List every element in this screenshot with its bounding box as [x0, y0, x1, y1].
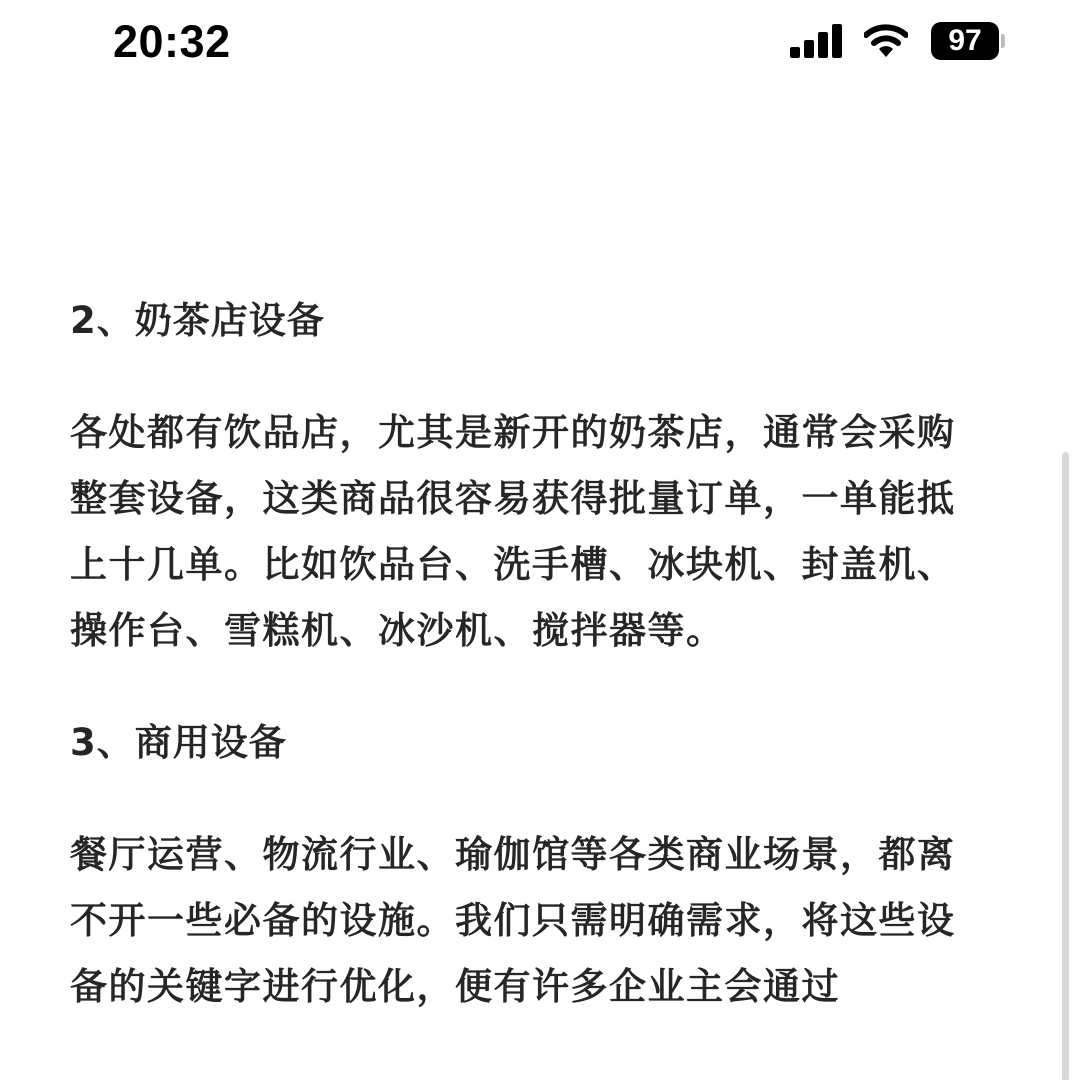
section-paragraph-2: 各处都有饮品店，尤其是新开的奶茶店，通常会采购整套设备，这类商品很容易获得批量订单，一单能抵上十几单。比如饮品台、洗手槽、冰块机、封盖机、操作台、雪糕机、冰沙机、搅拌器等。 — [70, 411, 956, 652]
battery-level: 97 — [948, 24, 982, 57]
article-content — [70, 290, 980, 1020]
status-time: 20:32 — [113, 16, 231, 67]
battery-icon — [931, 22, 999, 60]
scrollbar[interactable] — [1062, 452, 1069, 1080]
section-heading-3: 3、商用设备 — [70, 721, 287, 764]
section-paragraph-3: 餐厅运营、物流行业、瑜伽馆等各类商业场景，都离不开一些必备的设施。我们只需明确需求，将这些设备的关键字进行优化，便有许多企业主会通过 — [70, 833, 956, 1008]
status-bar — [0, 0, 1080, 90]
wifi-icon — [864, 24, 908, 58]
section-heading-2: 2、奶茶店设备 — [70, 299, 325, 342]
battery-cap — [1001, 34, 1005, 48]
cellular-signal-icon — [790, 24, 844, 58]
